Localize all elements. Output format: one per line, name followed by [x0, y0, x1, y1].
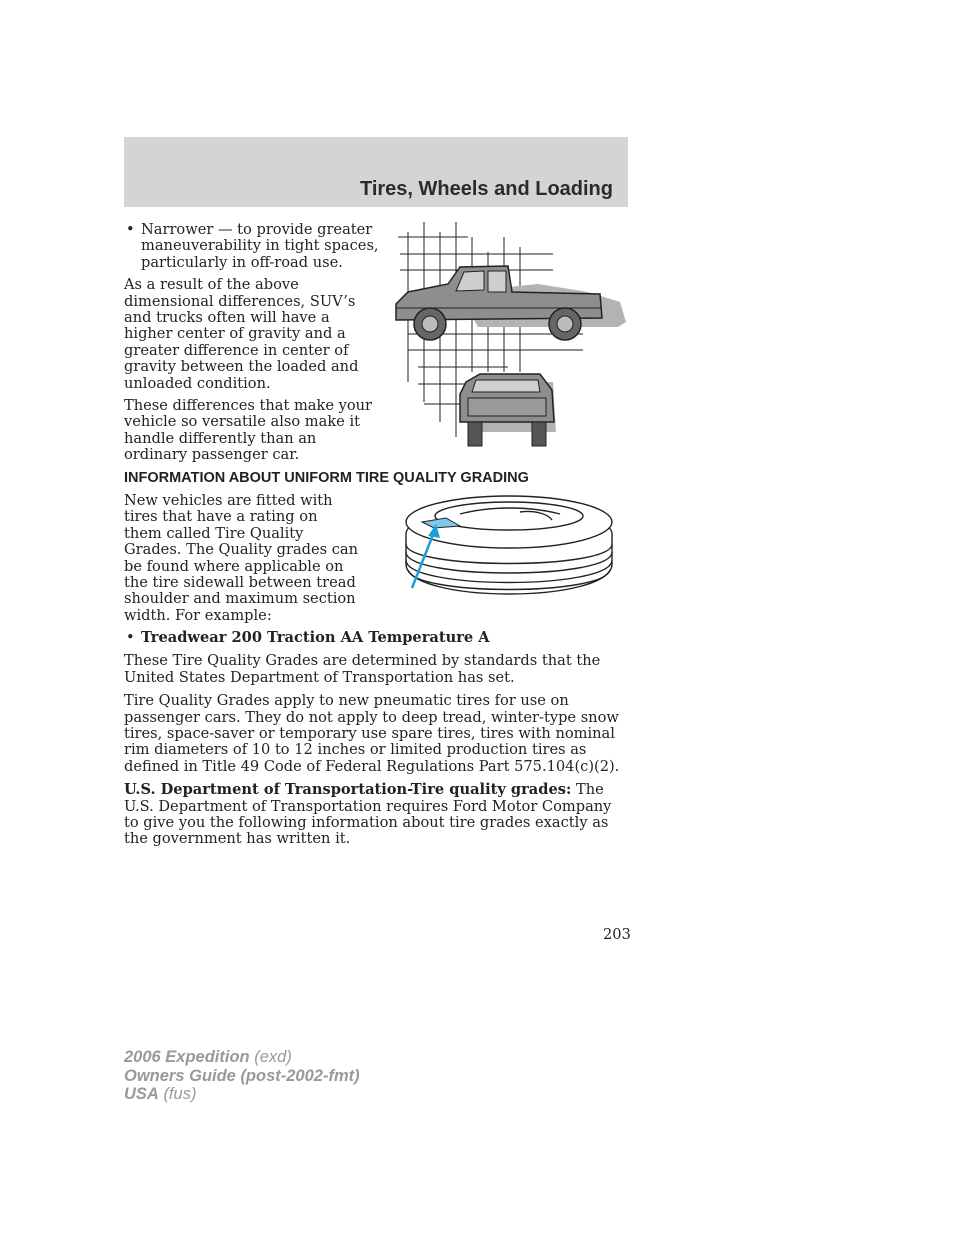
bullet-narrower-text: Narrower — to provide greater maneuverability in tight spaces, particularly in off-road use. [141, 221, 379, 271]
bullet-example-text: Treadwear 200 Traction AA Temperature A [141, 629, 490, 646]
footer-line-1 [124, 1048, 360, 1067]
footer-model-code: (exd) [254, 1048, 292, 1066]
section-heading-utqg: INFORMATION ABOUT UNIFORM TIRE QUALITY GRADING [124, 470, 529, 486]
intro-text [124, 222, 379, 464]
footer-line-3 [124, 1085, 360, 1104]
bullet-narrower [124, 222, 379, 271]
paragraph-fitted: New vehicles are fitted with tires that have a rating on them called Tire Quality Grades. The Quality grades can be found where applicable on the tire sidewall between tread shoulder and maximum section width. For example: [124, 492, 359, 624]
footer-market: USA [124, 1085, 159, 1103]
page-number: 203 [603, 926, 631, 943]
truck-center-of-gravity-illustration [388, 222, 633, 454]
bullet-dot: • [126, 629, 135, 646]
section-intro [124, 493, 359, 624]
header-band [124, 137, 628, 207]
footer-line-2 [124, 1067, 360, 1086]
paragraph-center-gravity: As a result of the above dimensional differences, SUV’s and trucks often will have a higher center of gravity and a greater difference in center of gravity between the loaded and unloaded condition. [124, 276, 359, 392]
paragraph-apply: Tire Quality Grades apply to new pneumatic tires for use on passenger cars. They do not apply to deep tread, winter-type snow tires, space-saver or temporary use spare tires, tires with nominal rim diameters of 10 to 12 inches or limited production tires as defined in Title 49 Code of Federal Regulations Part 575.104(c)(2). [124, 692, 620, 775]
paragraph-dot-grades [124, 782, 624, 848]
tire-sidewall-illustration [400, 492, 620, 604]
footer-guide: Owners Guide (post-2002-fmt) [124, 1066, 360, 1085]
section-body [124, 630, 624, 848]
dot-label: U.S. Department of Transportation-Tire quality grades: [124, 781, 572, 799]
paragraph-standards: These Tire Quality Grades are determined by standards that the United States Department of Transportation has set. [124, 652, 601, 686]
page-title: Tires, Wheels and Loading [359, 178, 613, 200]
footer [124, 1048, 360, 1104]
footer-market-code: (fus) [163, 1085, 197, 1103]
footer-model: 2006 Expedition [124, 1048, 250, 1066]
bullet-example-grade [124, 630, 624, 646]
paragraph-handling: These differences that make your vehicle so versatile also make it handle differently than an ordinary passenger car. [124, 397, 373, 464]
bullet-dot: • [126, 221, 135, 238]
dot-text: The U.S. Department of Transportation requires Ford Motor Company to give you the following information about tire grades exactly as the government has written it. [124, 781, 612, 848]
